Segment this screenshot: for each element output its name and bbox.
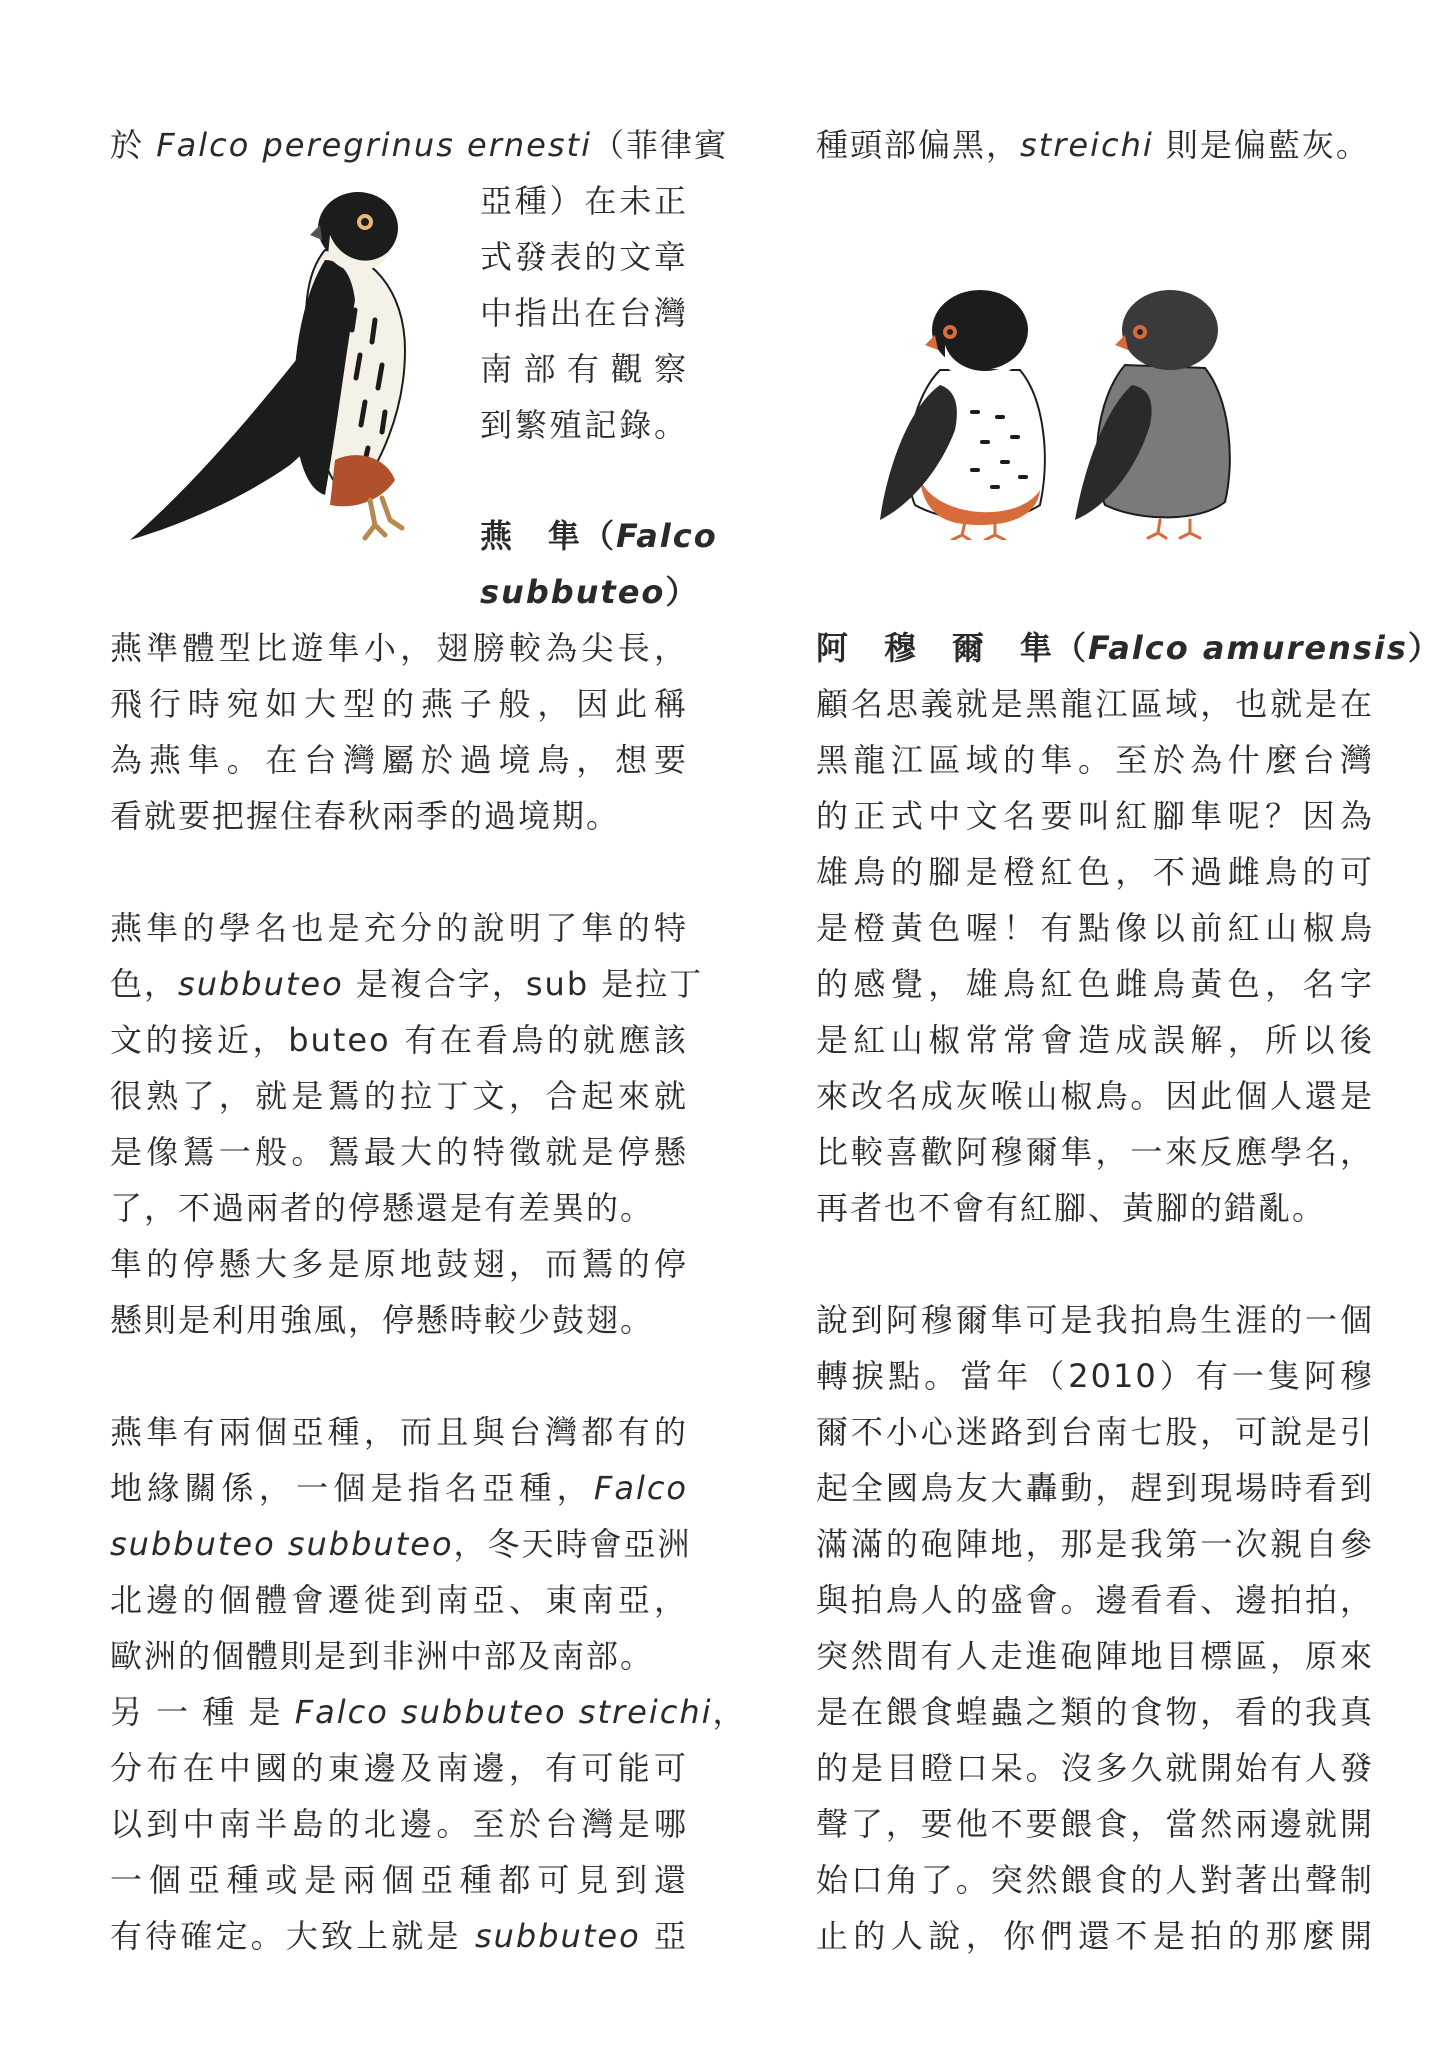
- paragraph-line: 滿滿的砲陣地，那是我第一次親自參: [816, 1525, 1374, 1563]
- paragraph-line: 起全國鳥友大轟動，趕到現場時看到: [816, 1469, 1374, 1507]
- paragraph-line: 北邊的個體會遷徙到南亞、東南亞，: [110, 1581, 688, 1619]
- section-heading-amur: 阿 穆 爾 隼（Falco amurensis）: [816, 629, 1442, 667]
- paragraph-line: 比較喜歡阿穆爾隼，一來反應學名，: [816, 1133, 1374, 1171]
- paragraph-line: 的是目瞪口呆。沒多久就開始有人發: [816, 1749, 1374, 1787]
- paragraph-line: 再者也不會有紅腳、黃腳的錯亂。: [816, 1189, 1327, 1227]
- intro-line: 於 Falco peregrinus ernesti（菲律賓: [110, 126, 728, 164]
- paragraph-line: subbuteo subbuteo，冬天時會亞洲: [110, 1525, 692, 1563]
- section-heading-hobby: 燕 隼（Falco: [480, 517, 718, 555]
- paragraph-line: 燕隼有兩個亞種，而且與台灣都有的: [110, 1413, 688, 1451]
- paragraph-line: 隼的停懸大多是原地鼓翅，而鵟的停: [110, 1245, 688, 1283]
- paragraph-line: 了，不過兩者的停懸還是有差異的。: [110, 1189, 655, 1227]
- paragraph-line: 以到中南半島的北邊。至於台灣是哪: [110, 1805, 688, 1843]
- paragraph-line: 顧名思義就是黑龍江區域，也就是在: [816, 685, 1374, 723]
- male-amur-falcon: [880, 290, 1045, 540]
- paragraph-line: 突然間有人走進砲陣地目標區，原來: [816, 1637, 1374, 1675]
- paragraph-line: 是在餵食蝗蟲之類的食物，看的我真: [816, 1693, 1374, 1731]
- intro-wrap-line: 南部有觀察: [480, 350, 688, 388]
- intro-wrap-line: 亞種）在未正: [480, 182, 688, 220]
- paragraph-line: 色，subbuteo 是複合字，sub 是拉丁: [110, 965, 704, 1003]
- amur-falcon-pair-illustration: [870, 290, 1290, 540]
- paragraph-line: 一個亞種或是兩個亞種都可見到還: [110, 1861, 688, 1899]
- paragraph-line: 懸則是利用強風，停懸時較少鼓翅。: [110, 1301, 655, 1339]
- paragraph-line: 的感覺，雄鳥紅色雌鳥黃色，名字: [816, 965, 1374, 1003]
- scientific-name: Falco peregrinus ernesti: [156, 126, 592, 164]
- paragraph-line: 另 一 種 是 Falco subbuteo streichi，: [110, 1693, 747, 1731]
- paragraph-line: 很熟了，就是鵟的拉丁文，合起來就: [110, 1077, 688, 1115]
- paragraph-line: 說到阿穆爾隼可是我拍鳥生涯的一個: [816, 1301, 1374, 1339]
- paragraph-line: 燕隼的學名也是充分的說明了隼的特: [110, 909, 688, 947]
- intro-wrap-line: 式發表的文章: [480, 238, 688, 276]
- paragraph-line: 來改名成灰喉山椒鳥。因此個人還是: [816, 1077, 1374, 1115]
- paragraph-line: 是紅山椒常常會造成誤解，所以後: [816, 1021, 1374, 1059]
- paragraph-line: 為燕隼。在台灣屬於過境鳥，想要: [110, 741, 688, 779]
- paragraph-line: 看就要把握住春秋兩季的過境期。: [110, 797, 621, 835]
- paragraph-line: 與拍鳥人的盛會。邊看看、邊拍拍，: [816, 1581, 1374, 1619]
- paragraph-line: 始口角了。突然餵食的人對著出聲制: [816, 1861, 1374, 1899]
- perched-hobby-falcon-illustration: [120, 180, 490, 550]
- paragraph-line: 爾不小心迷路到台南七股，可說是引: [816, 1413, 1374, 1451]
- intro-wrap-line: 到繁殖記錄。: [480, 406, 688, 444]
- paragraph-line: 轉捩點。當年（2010）有一隻阿穆: [816, 1357, 1374, 1395]
- paragraph-line: 種頭部偏黑，streichi 則是偏藍灰。: [816, 126, 1370, 164]
- paragraph-line: 地緣關係，一個是指名亞種，Falco: [110, 1469, 688, 1507]
- paragraph-line: 聲了，要他不要餵食，當然兩邊就開: [816, 1805, 1374, 1843]
- paragraph-line: 飛行時宛如大型的燕子般，因此稱: [110, 685, 688, 723]
- paragraph-line: 雄鳥的腳是橙紅色，不過雌鳥的可: [816, 853, 1374, 891]
- intro-wrap-line: 中指出在台灣: [480, 294, 688, 332]
- paragraph-line: 歐洲的個體則是到非洲中部及南部。: [110, 1637, 655, 1675]
- paragraph-line: 止的人說，你們還不是拍的那麼開: [816, 1917, 1374, 1955]
- paragraph-line: 是橙黃色喔！有點像以前紅山椒鳥: [816, 909, 1374, 947]
- paragraph-line: 黑龍江區域的隼。至於為什麼台灣: [816, 741, 1374, 779]
- paragraph-line: 是像鵟一般。鵟最大的特徵就是停懸: [110, 1133, 688, 1171]
- section-heading-hobby-cont: subbuteo）: [480, 573, 700, 611]
- female-amur-falcon: [1075, 290, 1230, 538]
- paragraph-line: 文的接近，buteo 有在看鳥的就應該: [110, 1021, 688, 1059]
- paragraph-line: 分布在中國的東邊及南邊，有可能可: [110, 1749, 688, 1787]
- paragraph-line: 燕準體型比遊隼小，翅膀較為尖長，: [110, 629, 688, 667]
- paragraph-line: 的正式中文名要叫紅腳隼呢？因為: [816, 797, 1374, 835]
- paragraph-line: 有待確定。大致上就是 subbuteo 亞: [110, 1917, 688, 1955]
